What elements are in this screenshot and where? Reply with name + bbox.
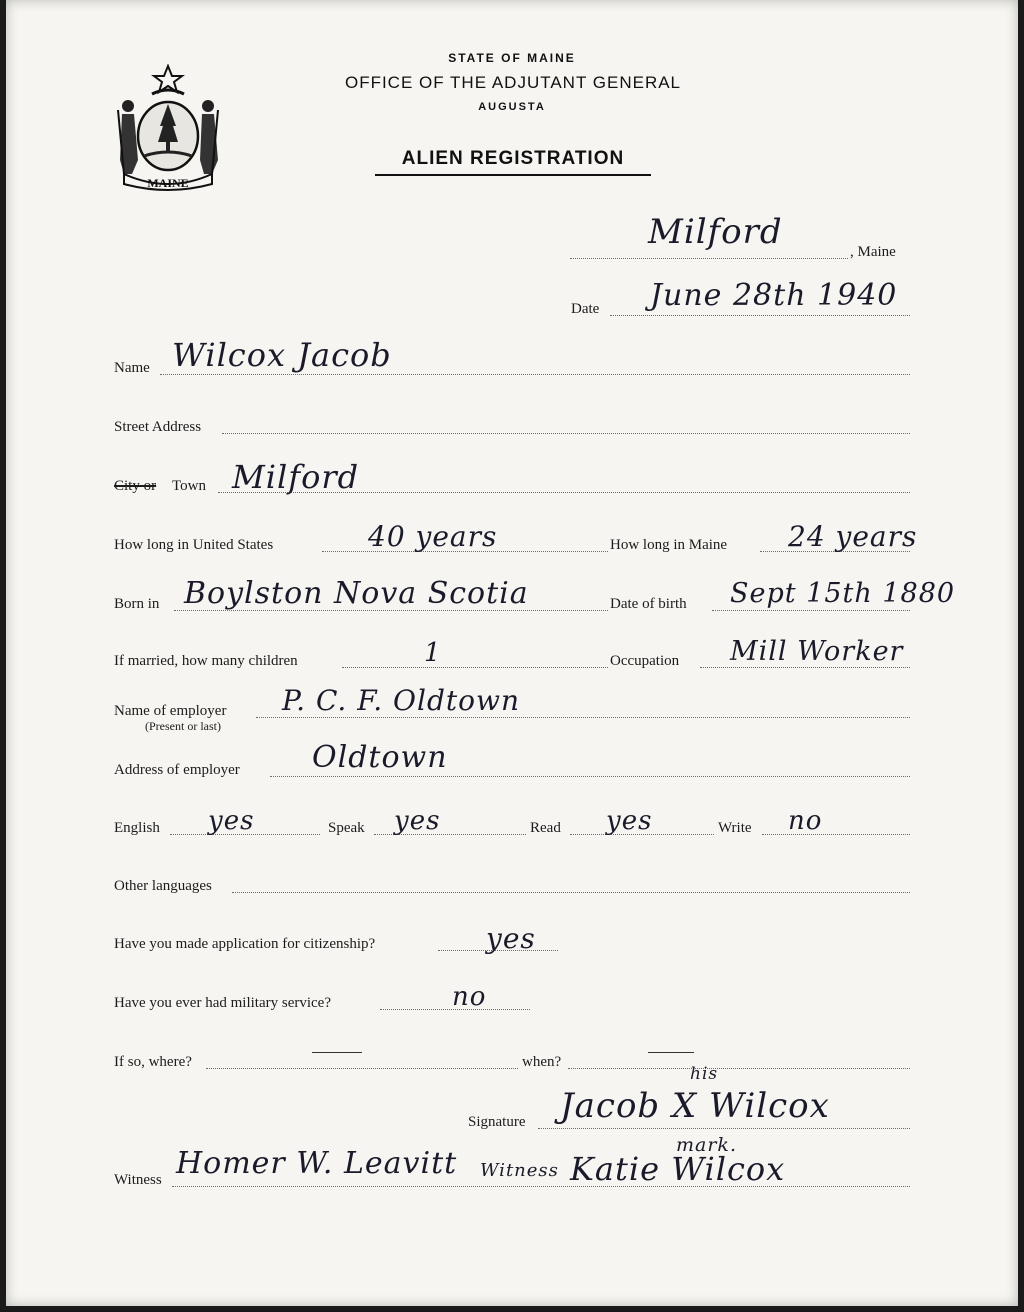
speak-value: yes	[394, 806, 441, 836]
employer-line	[256, 717, 910, 718]
dob-label: Date of birth	[610, 596, 687, 612]
other-languages-label: Other languages	[114, 878, 212, 894]
street-address-line	[222, 433, 910, 434]
children-line	[342, 667, 608, 668]
employer-note: (Present or last)	[145, 719, 221, 733]
name-label: Name	[114, 360, 150, 376]
date-line	[610, 315, 910, 316]
name-line	[160, 374, 910, 375]
where-label: If so, where?	[114, 1054, 192, 1070]
years-us-value: 40 years	[368, 520, 498, 553]
signature-label: Signature	[468, 1114, 526, 1130]
english-value: yes	[208, 806, 255, 836]
employer-address-line	[270, 776, 910, 777]
born-in-label: Born in	[114, 596, 160, 612]
military-label: Have you ever had military service?	[114, 995, 331, 1011]
when-dash	[648, 1052, 694, 1053]
witness-value: Homer W. Leavitt	[176, 1146, 458, 1181]
seal-text: MAINE	[147, 176, 189, 190]
office-heading: OFFICE OF THE ADJUTANT GENERAL	[344, 73, 682, 92]
occupation-line	[700, 667, 910, 668]
dob-value: Sept 15th 1880	[730, 578, 956, 609]
years-us-label: How long in United States	[114, 537, 274, 553]
when-line	[568, 1068, 910, 1069]
years-maine-label: How long in Maine	[610, 537, 728, 553]
dob-line	[712, 610, 910, 611]
where-line	[206, 1068, 518, 1069]
english-label: English	[114, 820, 160, 836]
town-header-line	[570, 258, 848, 259]
citizenship-label: Have you made application for citizenship?	[114, 936, 376, 952]
street-address-label: Street Address	[114, 419, 202, 435]
children-value: 1	[424, 638, 442, 668]
write-line	[762, 834, 910, 835]
children-label: If married, how many children	[114, 653, 298, 669]
employer-label: Name of employer	[114, 703, 227, 719]
other-languages-line	[232, 892, 910, 893]
years-maine-value: 24 years	[788, 520, 918, 553]
write-label: Write	[718, 820, 752, 836]
town-value: Milford	[232, 458, 360, 496]
employer-value: P. C. F. Oldtown	[282, 684, 521, 717]
name-value: Wilcox Jacob	[172, 336, 392, 374]
citizenship-value: yes	[486, 922, 536, 955]
speak-label: Speak	[328, 820, 365, 836]
write-value: no	[788, 806, 823, 836]
read-value: yes	[606, 806, 653, 836]
occupation-value: Mill Worker	[730, 636, 904, 667]
state-heading: STATE OF MAINE	[448, 51, 576, 65]
military-value: no	[452, 982, 487, 1012]
signature-mark: mark.	[676, 1134, 737, 1156]
maine-label: , Maine	[850, 244, 896, 260]
form-title: ALIEN REGISTRATION	[375, 148, 651, 176]
where-dash	[312, 1052, 362, 1053]
signature-line	[538, 1128, 910, 1129]
city-heading: AUGUSTA	[478, 101, 546, 113]
employer-address-value: Oldtown	[312, 740, 448, 775]
when-label: when?	[522, 1054, 562, 1070]
date-value: June 28th 1940	[650, 278, 898, 313]
witness-label: Witness	[114, 1172, 162, 1188]
born-in-value: Boylston Nova Scotia	[184, 576, 529, 611]
read-label: Read	[530, 820, 561, 836]
signature-value: Jacob X Wilcox	[560, 1086, 830, 1126]
occupation-label: Occupation	[610, 653, 680, 669]
witness-line	[172, 1186, 910, 1187]
town-label: Town	[172, 478, 206, 494]
date-label: Date	[571, 301, 600, 317]
witness2-value: Katie Wilcox	[570, 1150, 786, 1188]
employer-address-label: Address of employer	[114, 762, 240, 778]
town-header-value: Milford	[648, 212, 783, 252]
city-or-label: City or	[114, 478, 157, 494]
witness2-label: Witness	[480, 1160, 559, 1181]
signature-his: his	[690, 1064, 719, 1084]
